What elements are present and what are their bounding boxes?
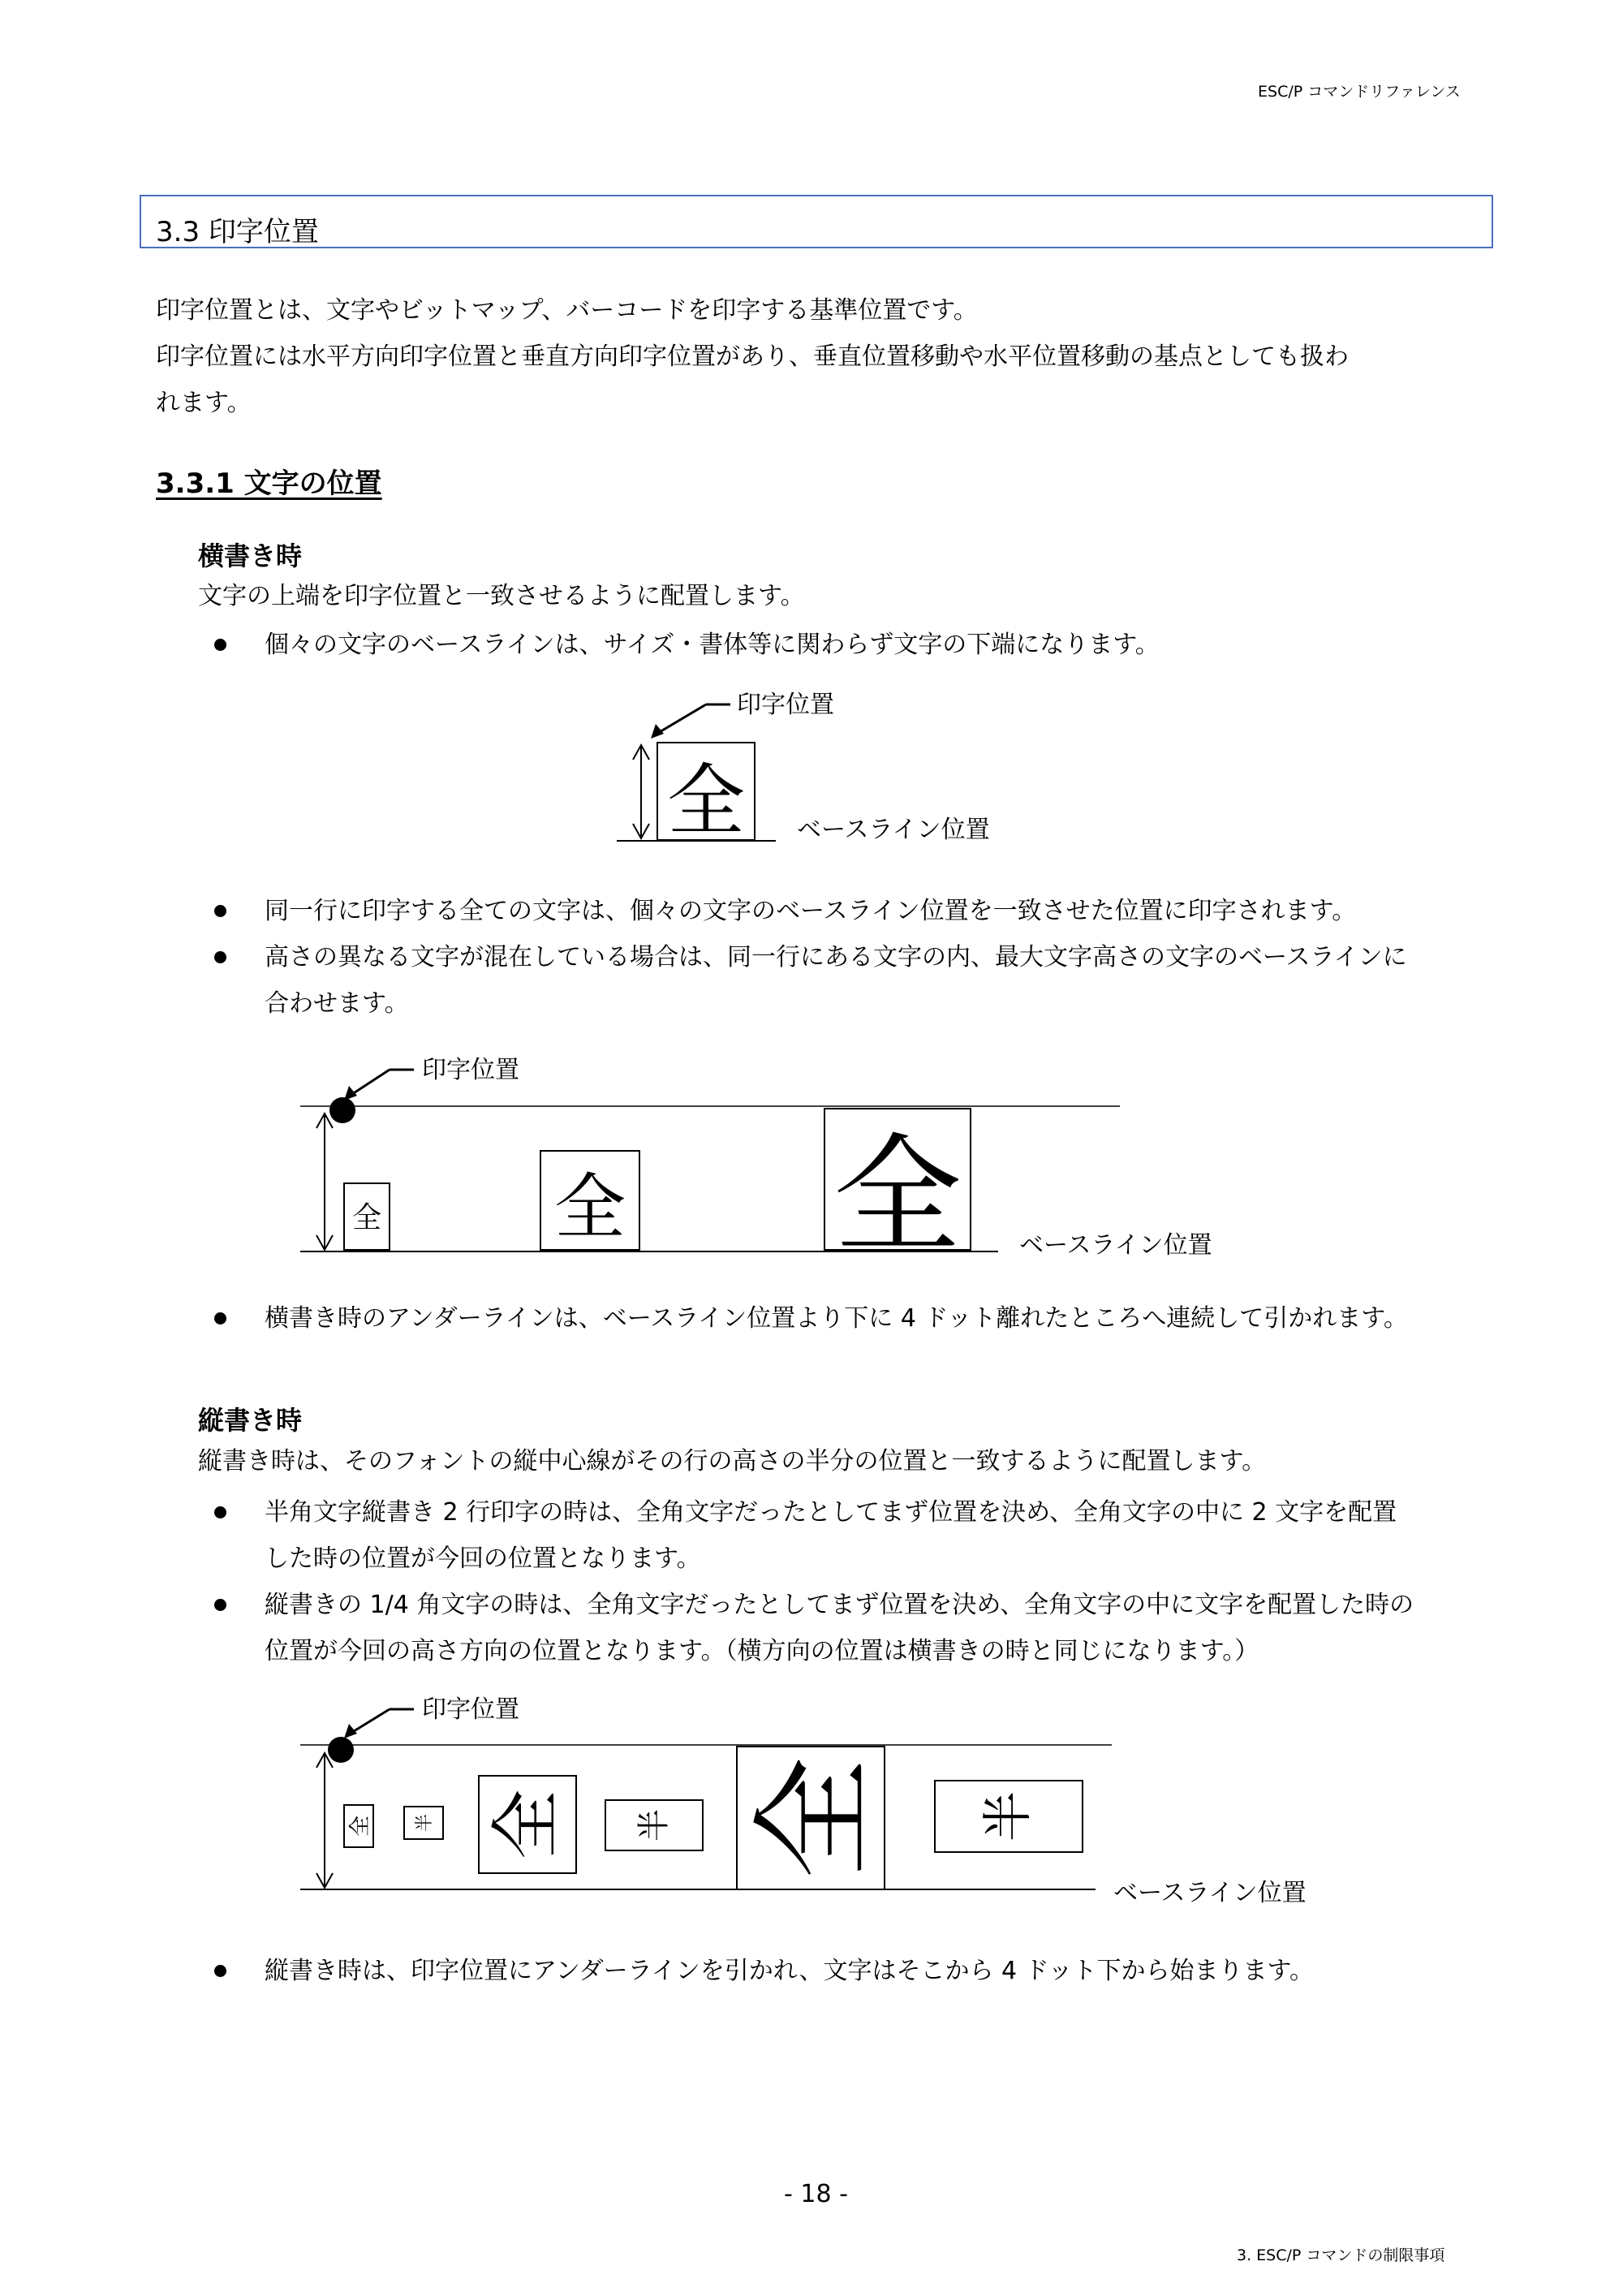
print-position-label: 印字位置: [422, 1056, 519, 1084]
vertical-heading: 縦書き時: [198, 1405, 303, 1436]
vertical-bullet-3: 縦書き時は、印字位置にアンダーラインを引かれ、文字はそこから 4 ドット下から始まります。: [265, 1957, 1315, 1985]
subsection-title: 3.3.1 文字の位置: [156, 467, 382, 500]
running-footer: 3. ESC/P コマンドの制限事項: [1237, 2246, 1445, 2264]
large-full-char: 全: [744, 1756, 885, 1880]
vertical-text: 縦書き時は、そのフォントの縦中心線がその行の高さの半分の位置と一致するように配置します。: [198, 1447, 1267, 1475]
bullet-marker: [214, 1599, 226, 1611]
baseline-position-label: ベースライン位置: [1113, 1879, 1307, 1907]
vertical-bullet-2a: 縦書きの 1/4 角文字の時は、全角文字だったとしてまず位置を決め、全角文字の中に文字を配置した時の: [265, 1591, 1414, 1619]
vertical-bullet-1a: 半角文字縦書き 2 行印字の時は、全角文字だったとしてまず位置を決め、全角文字の中に 2 文字を配置: [265, 1498, 1397, 1527]
section-title-box: [140, 195, 1493, 248]
print-position-dot: [328, 1737, 354, 1763]
vertical-bullet-1b: した時の位置が今回の位置となります。: [265, 1544, 701, 1573]
large-half-char: 半: [978, 1790, 1037, 1842]
baseline-diagram-single: [601, 682, 1022, 860]
pointer-arrow-line: [654, 704, 706, 735]
medium-full-char: 全: [486, 1790, 567, 1859]
horizontal-bullet-3a: 高さの異なる文字が混在している場合は、同一行にある文字の内、最大文字高さの文字のベースラインに: [265, 943, 1407, 971]
bullet-marker: [214, 639, 226, 651]
horizontal-heading: 横書き時: [198, 541, 303, 571]
bullet-marker: [214, 1506, 226, 1518]
vertical-bullet-2b: 位置が今回の高さ方向の位置となります。（横方向の位置は横書きの時と同じになります。）: [265, 1637, 1259, 1665]
full-width-char: 全: [667, 756, 745, 846]
horizontal-bullet-2: 同一行に印字する全ての文字は、個々の文字のベースライン位置を一致させた位置に印字されます。: [265, 897, 1357, 925]
baseline-diagram-mixed: [292, 1047, 1233, 1274]
medium-char: 全: [553, 1165, 626, 1249]
print-position-label: 印字位置: [422, 1695, 519, 1724]
print-position-dot: [329, 1097, 355, 1123]
small-char: 全: [351, 1201, 382, 1234]
horizontal-text: 文字の上端を印字位置と一致させるように配置します。: [198, 582, 805, 610]
bullet-marker: [214, 905, 226, 917]
bullet-marker: [214, 951, 226, 963]
intro-line-3: れます。: [156, 389, 252, 417]
page-number: - 18 -: [784, 2180, 848, 2208]
print-position-label: 印字位置: [737, 691, 834, 719]
vertical-writing-diagram: [292, 1688, 1347, 1907]
tiny-half-char: 半: [415, 1813, 435, 1833]
section-title: 3.3 印字位置: [156, 216, 319, 248]
running-header: ESC/P コマンドリファレンス: [1258, 83, 1461, 101]
medium-half-char: 半: [635, 1809, 673, 1842]
intro-line-2: 印字位置には水平方向印字位置と垂直方向印字位置があり、垂直位置移動や水平位置移動の基点としても扱わ: [156, 342, 1349, 371]
intro-line-1: 印字位置とは、文字やビットマップ、バーコードを印字する基準位置です。: [156, 296, 978, 325]
tiny-full-char: 全: [348, 1815, 372, 1837]
baseline-position-label: ベースライン位置: [797, 816, 990, 844]
large-char: 全: [833, 1122, 962, 1271]
bullet-marker: [214, 1965, 226, 1977]
horizontal-bullet-4: 横書き時のアンダーラインは、ベースライン位置より下に 4 ドット離れたところへ連続して引かれます。: [265, 1304, 1408, 1333]
horizontal-bullet-3b: 合わせます。: [265, 989, 409, 1018]
baseline-position-label: ベースライン位置: [1019, 1231, 1212, 1260]
bullet-marker: [214, 1312, 226, 1325]
horizontal-bullet-1: 個々の文字のベースラインは、サイズ・書体等に関わらず文字の下端になります。: [265, 631, 1160, 659]
